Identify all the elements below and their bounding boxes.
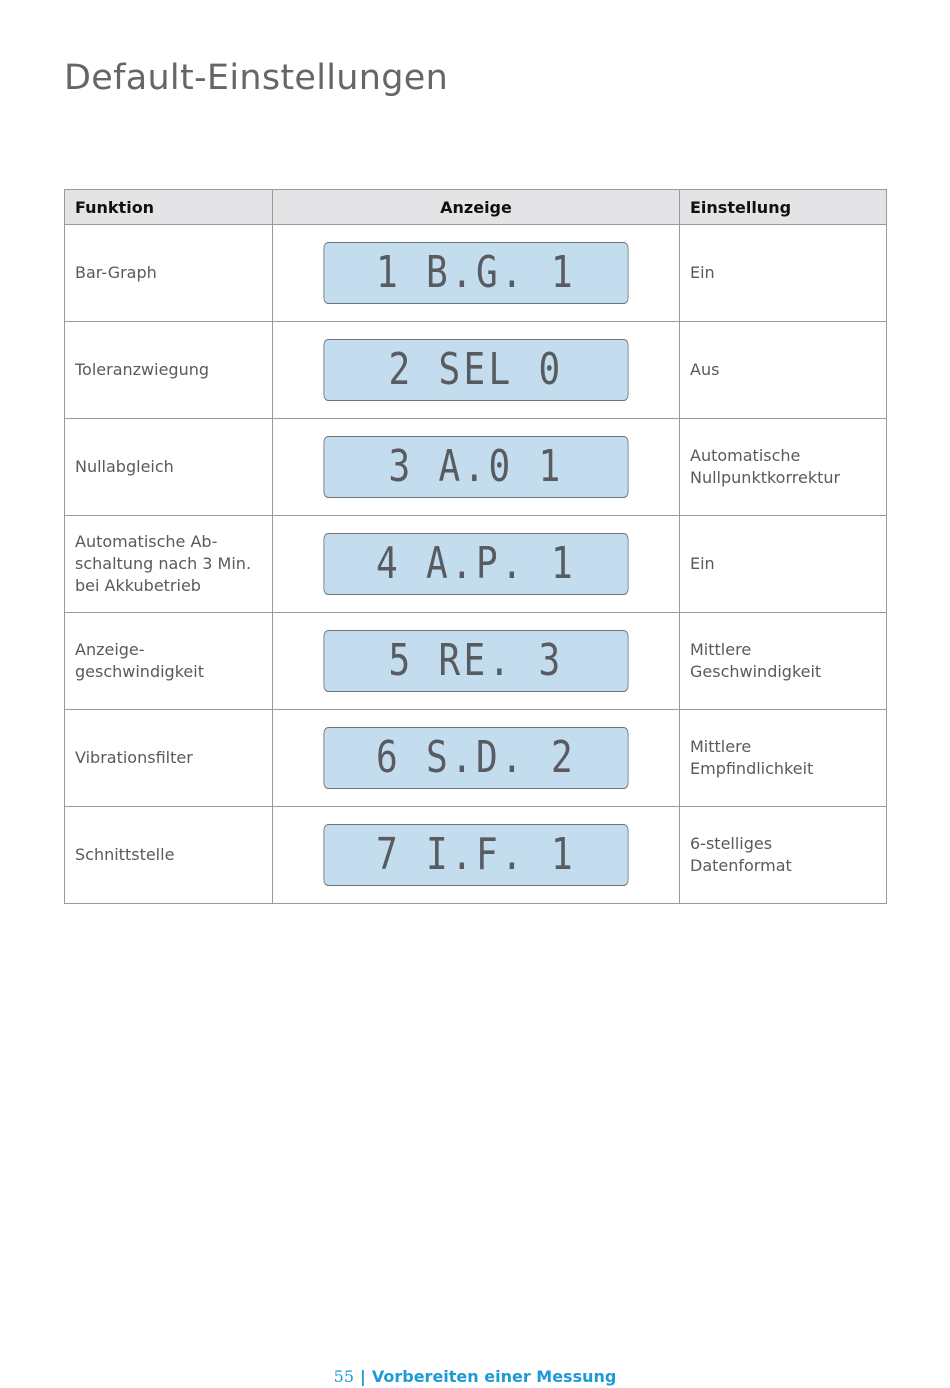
table-row bbox=[65, 419, 887, 516]
table-row bbox=[65, 225, 887, 322]
cell-anzeige bbox=[273, 807, 680, 904]
table-row bbox=[65, 613, 887, 710]
lcd-display: 2 SEL 0 bbox=[323, 339, 628, 401]
cell-anzeige bbox=[273, 419, 680, 516]
cell-anzeige bbox=[273, 225, 680, 322]
lcd-display: 1 B.G. 1 bbox=[323, 242, 628, 304]
cell-anzeige bbox=[273, 322, 680, 419]
cell-funktion: Toleranzwiegung bbox=[65, 322, 273, 419]
cell-anzeige bbox=[273, 516, 680, 613]
table-header-row bbox=[65, 190, 887, 225]
lcd-display: 7 I.F. 1 bbox=[323, 824, 628, 886]
default-settings-table bbox=[64, 189, 887, 904]
cell-funktion: Vibrationsfilter bbox=[65, 710, 273, 807]
section-title: Vorbereiten einer Messung bbox=[371, 1367, 617, 1386]
lcd-display: 4 A.P. 1 bbox=[323, 533, 628, 595]
cell-funktion: Anzeige-geschwindigkeit bbox=[65, 613, 273, 710]
table-row bbox=[65, 710, 887, 807]
header-anzeige: Anzeige bbox=[273, 190, 680, 225]
cell-anzeige bbox=[273, 710, 680, 807]
page-title: Default-Einstellungen bbox=[64, 58, 449, 98]
cell-anzeige bbox=[273, 613, 680, 710]
lcd-display: 5 RE. 3 bbox=[323, 630, 628, 692]
cell-einstellung: 6-stelliges Datenformat bbox=[680, 807, 887, 904]
cell-funktion: Nullabgleich bbox=[65, 419, 273, 516]
table-row bbox=[65, 807, 887, 904]
header-einstellung: Einstellung bbox=[680, 190, 887, 225]
header-funktion: Funktion bbox=[65, 190, 273, 225]
cell-funktion: Automatische Ab-schaltung nach 3 Min. bei Akkubetrieb bbox=[65, 516, 273, 613]
page-footer bbox=[0, 1367, 950, 1386]
footer-separator: | bbox=[360, 1367, 366, 1386]
cell-funktion: Bar-Graph bbox=[65, 225, 273, 322]
cell-funktion: Schnittstelle bbox=[65, 807, 273, 904]
table-row bbox=[65, 516, 887, 613]
table-row bbox=[65, 322, 887, 419]
cell-einstellung: Automatische Nullpunktkorrektur bbox=[680, 419, 887, 516]
cell-einstellung: Ein bbox=[680, 516, 887, 613]
cell-einstellung: Mittlere Geschwindigkeit bbox=[680, 613, 887, 710]
lcd-display: 6 S.D. 2 bbox=[323, 727, 628, 789]
cell-einstellung: Ein bbox=[680, 225, 887, 322]
lcd-display: 3 A.0 1 bbox=[323, 436, 628, 498]
cell-einstellung: Mittlere Empfindlichkeit bbox=[680, 710, 887, 807]
cell-einstellung: Aus bbox=[680, 322, 887, 419]
page-number: 55 bbox=[333, 1367, 355, 1386]
